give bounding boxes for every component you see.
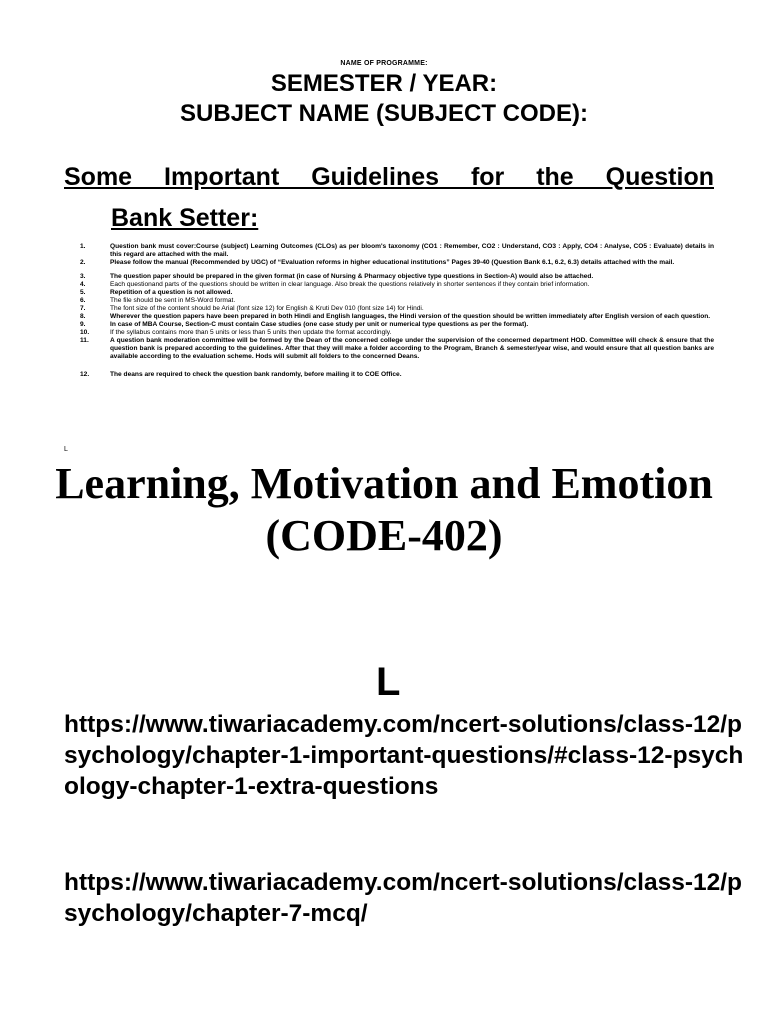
- guideline-item: 9. In case of MBA Course, Section-C must contain Case studies (one case study per unit or numerical type questions as per the format).: [80, 321, 529, 328]
- semester-label: SEMESTER / YEAR:: [270, 70, 498, 97]
- guidelines-heading-line2: Bank Setter:: [111, 204, 259, 232]
- guidelines-list: [80, 243, 714, 379]
- guideline-item: 10. If the syllabus contains more than 5 units or less than 5 units then update the format accordingly.: [80, 329, 392, 336]
- programme-label: NAME OF PROGRAMME:: [340, 60, 428, 67]
- guideline-item: 1. Question bank must cover:Course (subject) Learning Outcomes (CLOs) as per bloom's taxonomy (CO1 : Remember, CO2 : Understand, CO3 : Apply, CO4 : Analyse, CO5 : Evaluate) details in this regard are attached with the mail.: [80, 243, 714, 258]
- subject-label: SUBJECT NAME (SUBJECT CODE):: [179, 100, 589, 127]
- reference-link-1[interactable]: https://www.tiwariacademy.com/ncert-solutions/class-12/psychology/chapter-1-important-questions/#class-12-psychology-chapter-1-extra-questions: [64, 711, 744, 800]
- document-title: Learning, Motivation and Emotion (CODE-402): [55, 459, 713, 560]
- guideline-item: 11. A question bank moderation committee will be formed by the Dean of the concerned college under the supervision of the concerned department HOD. Committee will check & ensure that the question bank is prepared according to the guidelines. After that they will make a folder according to the Program, Branch & semester/year wise, and would ensure that all question banks are available according to the evaluation scheme. Hods will submit all folders to the concerned Deans.: [80, 337, 714, 360]
- big-l-marker: L: [376, 660, 401, 704]
- guideline-item: 12. The deans are required to check the question bank randomly, before mailing it to COE Office.: [80, 371, 402, 378]
- guideline-item: 3. The question paper should be prepared in the given format (in case of Nursing & Pharmacy objective type questions in Section-A) would also be attached.: [80, 273, 594, 280]
- guideline-item: 7. The font size of the content should be Arial (font size 12) for English & Kruti Dev 010 (font size 14) for Hindi.: [80, 305, 424, 312]
- guideline-item: 6. The file should be sent in MS-Word format.: [80, 297, 236, 304]
- guideline-item: 8. Wherever the question papers have been prepared in both Hindi and English languages, the Hindi version of the question should be written immediately after English version of each question.: [80, 313, 711, 320]
- guideline-item: 2. Please follow the manual (Recommended by UGC) of “Evaluation reforms in higher educational institutions” Pages 39-40 (Question Bank 6.1, 6.2, 6.3) details attached with the mail.: [80, 259, 675, 266]
- guideline-item: 5. Repetition of a question is not allowed.: [80, 289, 233, 296]
- guideline-item: 4. Each questionand parts of the questions should be written in clear language. Also break the questions relatively in shorter sentences if they contain brief information.: [80, 281, 590, 288]
- guidelines-heading-line1: Some Important Guidelines for the Question: [64, 163, 714, 191]
- small-l-marker: L: [64, 446, 68, 453]
- reference-link-2[interactable]: https://www.tiwariacademy.com/ncert-solutions/class-12/psychology/chapter-7-mcq/: [64, 869, 743, 927]
